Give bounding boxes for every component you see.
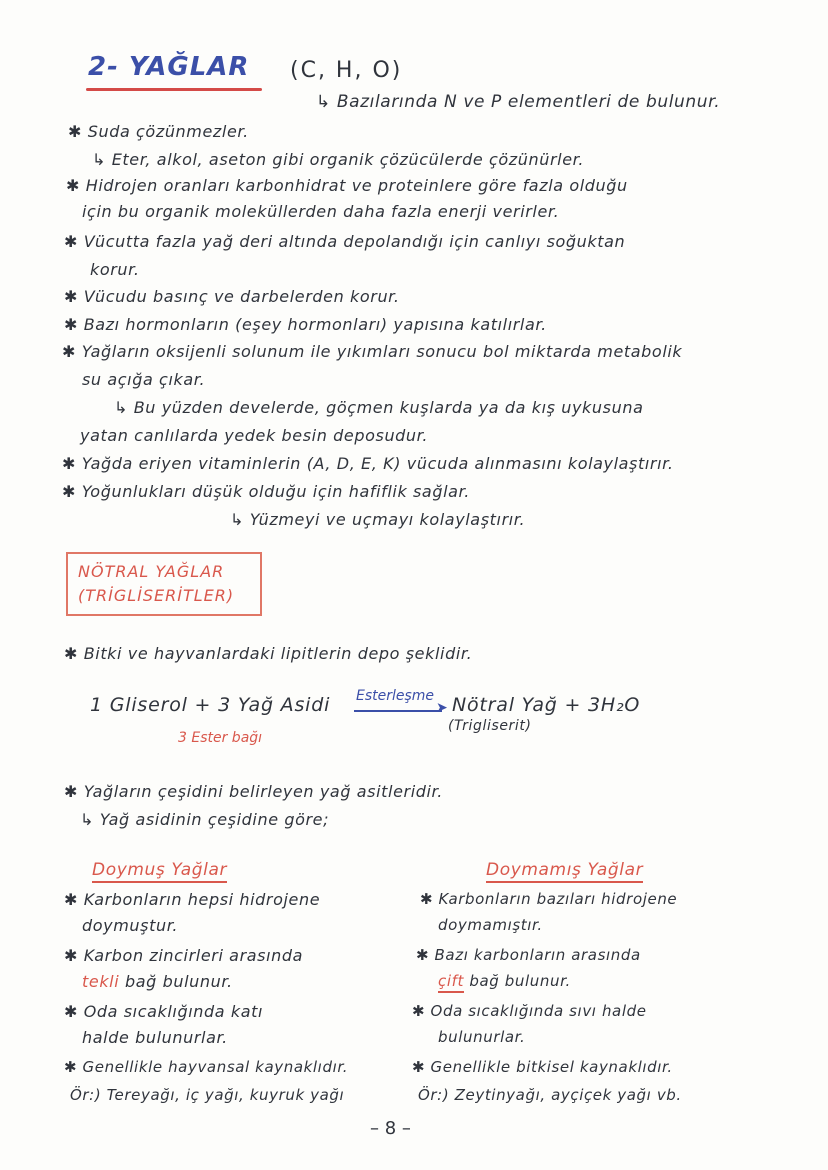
double-bond-highlight: çift	[438, 972, 464, 993]
reaction-reactants: 1 Gliserol + 3 Yağ Asidi	[90, 694, 331, 716]
intro-line: ↳ Eter, alkol, aseton gibi organik çözücülerde çözünürler.	[92, 150, 585, 169]
intro-line: ✱ Yağların oksijenli solunum ile yıkımları sonucu bol miktarda metabolik	[62, 342, 683, 361]
section-box	[66, 552, 262, 616]
intro-line: ✱ Hidrojen oranları karbonhidrat ve proteinlere göre fazla olduğu	[66, 176, 628, 195]
unsaturated-heading: Doymamış Yağlar	[486, 860, 643, 883]
intro-line: su açığa çıkar.	[82, 370, 206, 389]
intro-line: ↳ Yüzmeyi ve uçmayı kolaylaştırır.	[230, 510, 526, 529]
title-underline	[86, 88, 262, 91]
title-elements: (C, H, O)	[290, 58, 403, 83]
reaction-products: Nötral Yağ + 3H₂O	[452, 694, 641, 716]
intro-line: ✱ Suda çözünmezler.	[68, 122, 249, 141]
reaction-arrow	[354, 710, 442, 712]
saturated-heading: Doymuş Yağlar	[92, 860, 227, 883]
types-intro-line: ↳ Yağ asidinin çeşidine göre;	[80, 810, 330, 829]
intro-line: için bu organik moleküllerden daha fazla enerji verirler.	[82, 202, 560, 221]
page-title: 2- YAĞLAR	[88, 52, 250, 82]
intro-line: ✱ Bazı hormonların (eşey hormonları) yapısına katılırlar.	[64, 315, 547, 334]
saturated-line: Ör:) Tereyağı, iç yağı, kuyruk yağı	[70, 1086, 345, 1104]
saturated-line: halde bulunurlar.	[82, 1028, 228, 1047]
unsaturated-line: doymamıştır.	[438, 916, 543, 934]
unsaturated-line: ✱ Genellikle bitkisel kaynaklıdır.	[412, 1058, 673, 1076]
intro-line: ✱ Yoğunlukları düşük olduğu için hafiflik sağlar.	[62, 482, 470, 501]
neutral-description: ✱ Bitki ve hayvanlardaki lipitlerin depo şeklidir.	[64, 644, 473, 663]
unsaturated-line: bağ bulunur.	[469, 972, 571, 990]
single-bond-highlight: tekli	[82, 972, 120, 991]
unsaturated-line: Ör:) Zeytinyağı, ayçiçek yağı vb.	[418, 1086, 682, 1104]
page-number: – 8 –	[370, 1118, 411, 1139]
saturated-line: ✱ Karbonların hepsi hidrojene	[64, 890, 321, 909]
intro-line: ↳ Bu yüzden develerde, göçmen kuşlarda ya da kış uykusuna	[114, 398, 644, 417]
unsaturated-line: ✱ Oda sıcaklığında sıvı halde	[412, 1002, 647, 1020]
saturated-line: ✱ Oda sıcaklığında katı	[64, 1002, 264, 1021]
unsaturated-line: ✱ Karbonların bazıları hidrojene	[420, 890, 678, 908]
saturated-line: doymuştur.	[82, 916, 179, 935]
saturated-line: bağ bulunur.	[124, 972, 233, 991]
saturated-line: ✱ Genellikle hayvansal kaynaklıdır.	[64, 1058, 349, 1076]
intro-line: ✱ Vücutta fazla yağ deri altında depolandığı için canlıyı soğuktan	[64, 232, 626, 251]
intro-line: yatan canlılarda yedek besin deposudur.	[80, 426, 429, 445]
types-intro-line: ✱ Yağların çeşidini belirleyen yağ asitleridir.	[64, 782, 443, 801]
arrow-head-icon: ➤	[436, 700, 448, 716]
unsaturated-line-with-highlight	[438, 972, 571, 990]
saturated-line: ✱ Karbon zincirleri arasında	[64, 946, 304, 965]
reaction-product-note: (Trigliserit)	[448, 718, 532, 734]
unsaturated-line: bulunurlar.	[438, 1028, 526, 1046]
unsaturated-line: ✱ Bazı karbonların arasında	[416, 946, 641, 964]
ester-bond-note: 3 Ester bağı	[178, 730, 263, 746]
intro-line: korur.	[90, 260, 140, 279]
section-box-subtitle: (TRİGLİSERİTLER)	[78, 586, 235, 605]
section-box-title: NÖTRAL YAĞLAR	[78, 562, 225, 581]
intro-line: ✱ Vücudu basınç ve darbelerden korur.	[64, 287, 400, 306]
reaction-arrow-label: Esterleşme	[356, 688, 435, 704]
intro-line: ✱ Yağda eriyen vitaminlerin (A, D, E, K) vücuda alınmasını kolaylaştırır.	[62, 454, 674, 473]
saturated-line-with-highlight	[82, 972, 233, 991]
title-note: ↳ Bazılarında N ve P elementleri de bulunur.	[316, 92, 721, 112]
